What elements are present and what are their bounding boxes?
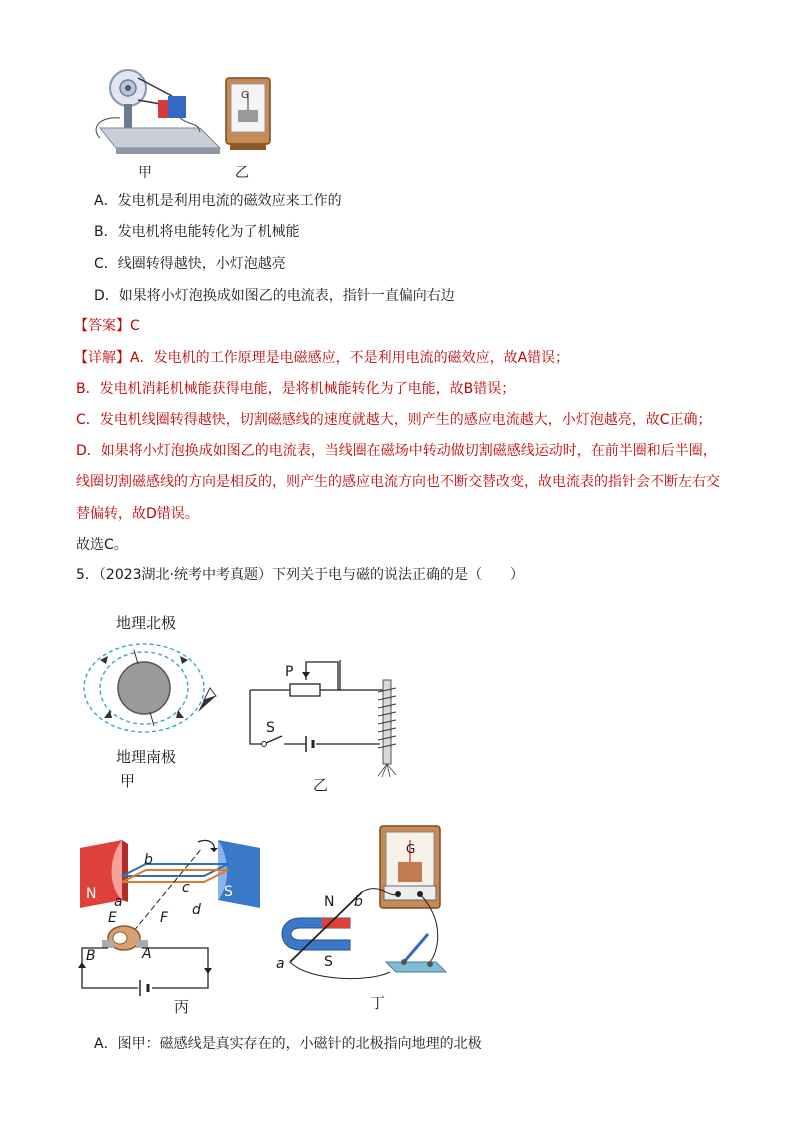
caption-jia: 甲 bbox=[120, 772, 136, 790]
option-b: B．发电机将电能转化为了机械能 bbox=[94, 224, 300, 240]
label-s-horseshoe: S bbox=[324, 954, 333, 970]
label-b-upper: B bbox=[86, 948, 96, 964]
label-n-horseshoe: N bbox=[324, 894, 335, 910]
q5-option-a: A．图甲：磁感线是真实存在的，小磁针的北极指向地理的北极 bbox=[94, 1036, 482, 1052]
figure-label-jia: 甲 bbox=[138, 165, 152, 181]
detail-line-1 bbox=[74, 348, 569, 368]
label-a-upper: A bbox=[142, 946, 152, 962]
detail-line-4: D．如果将小灯泡换成如图乙的电流表，当线圈在磁场中转动做切割磁感线运动时，在前半圈和后半圈， bbox=[76, 443, 717, 459]
detail-line-2: B．发电机消耗机械能获得电能，是将机械能转化为了电能，故B错误； bbox=[76, 381, 516, 397]
label-f: F bbox=[160, 910, 169, 926]
label-g: G bbox=[406, 842, 416, 856]
answer-line bbox=[74, 316, 140, 336]
label-p: P bbox=[285, 664, 294, 680]
label-s-magnet: S bbox=[224, 884, 233, 900]
induction-figure bbox=[270, 822, 450, 1012]
label-b-lower: b bbox=[144, 852, 153, 868]
answer-tag: 【答案】 bbox=[74, 318, 130, 334]
figure-label-yi: 乙 bbox=[235, 165, 249, 181]
detail-line-6: 替偏转，故D错误。 bbox=[76, 506, 199, 522]
label-d-lower: d bbox=[192, 902, 201, 918]
generator-figure bbox=[80, 66, 280, 181]
answer-value: C bbox=[130, 318, 140, 334]
label-c-lower: c bbox=[182, 880, 190, 896]
detail-tag: 【详解】 bbox=[74, 350, 130, 366]
caption-bing: 丙 bbox=[174, 998, 190, 1016]
label-geo-south: 地理南极 bbox=[116, 748, 177, 766]
label-b-rod: b bbox=[354, 894, 363, 910]
question-5: 5．（2023湖北·统考中考真题）下列关于电与磁的说法正确的是（ ） bbox=[76, 567, 524, 583]
detail-line-5: 线圈切割磁感线的方向是相反的，则产生的感应电流方向也不断交替改变，故电流表的指针会不断左右交 bbox=[76, 474, 720, 490]
label-a-lower: a bbox=[114, 894, 123, 910]
label-e: E bbox=[108, 910, 117, 926]
conclusion: 故选C。 bbox=[76, 537, 128, 553]
option-d: D．如果将小灯泡换成如图乙的电流表，指针一直偏向右边 bbox=[94, 288, 455, 304]
option-c: C．线圈转得越快，小灯泡越亮 bbox=[94, 256, 286, 272]
detail-line-3: C．发电机线圈转得越快，切割磁感线的速度就越大，则产生的感应电流越大，小灯泡越亮，故C正确； bbox=[76, 412, 712, 428]
detail-text-1: A．发电机的工作原理是电磁感应，不是利用电流的磁效应，故A错误； bbox=[130, 350, 570, 366]
label-a-rod: a bbox=[276, 956, 285, 972]
electromagnet-figure bbox=[240, 650, 420, 794]
label-n-magnet: N bbox=[86, 886, 97, 902]
label-geo-north: 地理北极 bbox=[116, 614, 177, 632]
ac-generator-figure bbox=[78, 828, 268, 1016]
caption-ding: 丁 bbox=[370, 994, 386, 1012]
earth-field-figure bbox=[76, 610, 226, 790]
caption-yi: 乙 bbox=[313, 776, 329, 794]
label-s-switch: S bbox=[266, 720, 275, 736]
svg-text:G: G bbox=[241, 90, 249, 101]
option-a: A．发电机是利用电流的磁效应来工作的 bbox=[94, 193, 342, 209]
